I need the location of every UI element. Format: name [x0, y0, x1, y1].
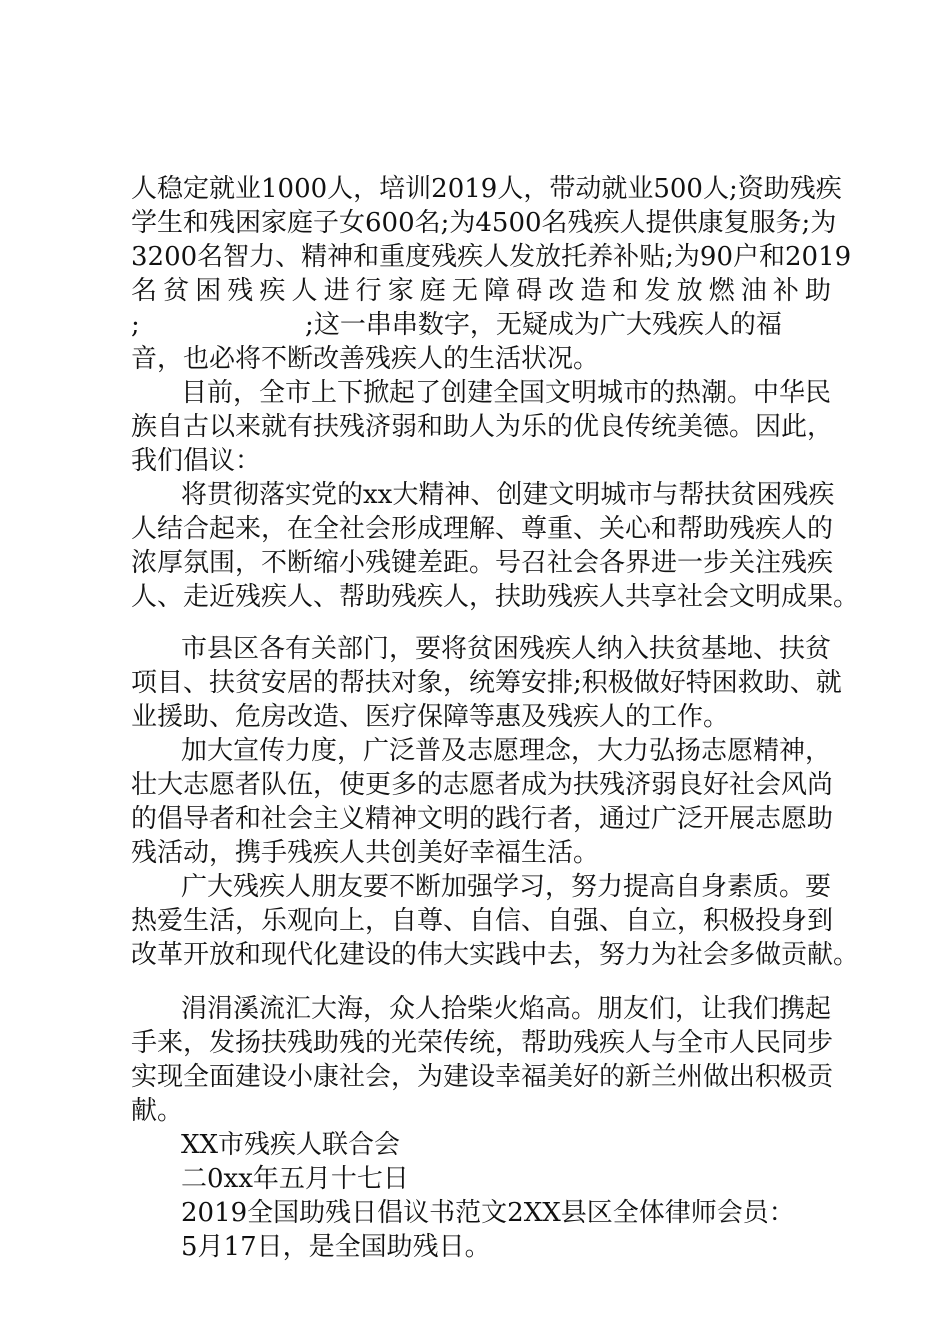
signature-organization: XX市残疾人联合会 — [181, 1130, 401, 1160]
text-line: 项目、扶贫安居的帮扶对象，统筹安排;积极做好特困救助、就 — [131, 668, 842, 698]
text-line: 人结合起来，在全社会形成理解、尊重、关心和帮助残疾人的 — [131, 514, 834, 544]
text-line: 实现全面建设小康社会，为建设幸福美好的新兰州做出积极贡 — [131, 1062, 834, 1092]
text-line: ; ;这一串串数字，无疑成为广大残疾人的福 — [131, 310, 782, 340]
text-line: 5月17日，是全国助残日。 — [181, 1232, 491, 1262]
text-line: 手来，发扬扶残助残的光荣传统，帮助残疾人与全市人民同步 — [131, 1028, 834, 1058]
text-line: 学生和残困家庭子女600名;为4500名残疾人提供康复服务;为 — [131, 208, 837, 238]
text-line: 壮大志愿者队伍，使更多的志愿者成为扶残济弱良好社会风尚 — [131, 770, 834, 800]
text-line: 残活动，携手残疾人共创美好幸福生活。 — [131, 838, 600, 868]
text-line: 人稳定就业1000人，培训2019人，带动就业500人;资助残疾 — [131, 174, 842, 204]
text-line: 浓厚氛围，不断缩小残键差距。号召社会各界进一步关注残疾 — [131, 548, 834, 578]
text-line: 业援助、危房改造、医疗保障等惠及残疾人的工作。 — [131, 702, 730, 732]
paragraph-first-line: 市县区各有关部门，要将贫困残疾人纳入扶贫基地、扶贫 — [181, 634, 832, 664]
next-article-title: 2019全国助残日倡议书范文2XX县区全体律师会员： — [181, 1198, 795, 1228]
signature-date: 二0xx年五月十七日 — [181, 1164, 409, 1194]
text-line: 的倡导者和社会主义精神文明的践行者，通过广泛开展志愿助 — [131, 804, 834, 834]
text-line: 献。 — [131, 1096, 184, 1126]
paragraph-first-line: 广大残疾人朋友要不断加强学习，努力提高自身素质。要 — [181, 872, 832, 902]
text-line: 音，也必将不断改善残疾人的生活状况。 — [131, 344, 600, 374]
paragraph-first-line: 目前，全市上下掀起了创建全国文明城市的热潮。中华民 — [181, 378, 832, 408]
text-line: 我们倡议： — [131, 446, 262, 476]
text-line: 名贫困残疾人进行家庭无障碍改造和发放燃油补助 — [131, 276, 831, 306]
paragraph-first-line: 加大宣传力度，广泛普及志愿理念，大力弘扬志愿精神， — [181, 736, 832, 766]
text-line: 热爱生活，乐观向上，自尊、自信、自强、自立，积极投身到 — [131, 906, 834, 936]
text-line: 族自古以来就有扶残济弱和助人为乐的优良传统美德。因此， — [131, 412, 834, 442]
paragraph-first-line: 涓涓溪流汇大海，众人拾柴火焰高。朋友们，让我们携起 — [181, 994, 832, 1024]
paragraph-first-line: 将贯彻落实党的xx大精神、创建文明城市与帮扶贫困残疾 — [181, 480, 835, 510]
text-line: 3200名智力、精神和重度残疾人发放托养补贴;为90户和2019 — [131, 242, 852, 272]
text-line: 改革开放和现代化建设的伟大实践中去，努力为社会多做贡献。 — [131, 940, 860, 970]
text-line: 人、走近残疾人、帮助残疾人，扶助残疾人共享社会文明成果。 — [131, 582, 860, 612]
